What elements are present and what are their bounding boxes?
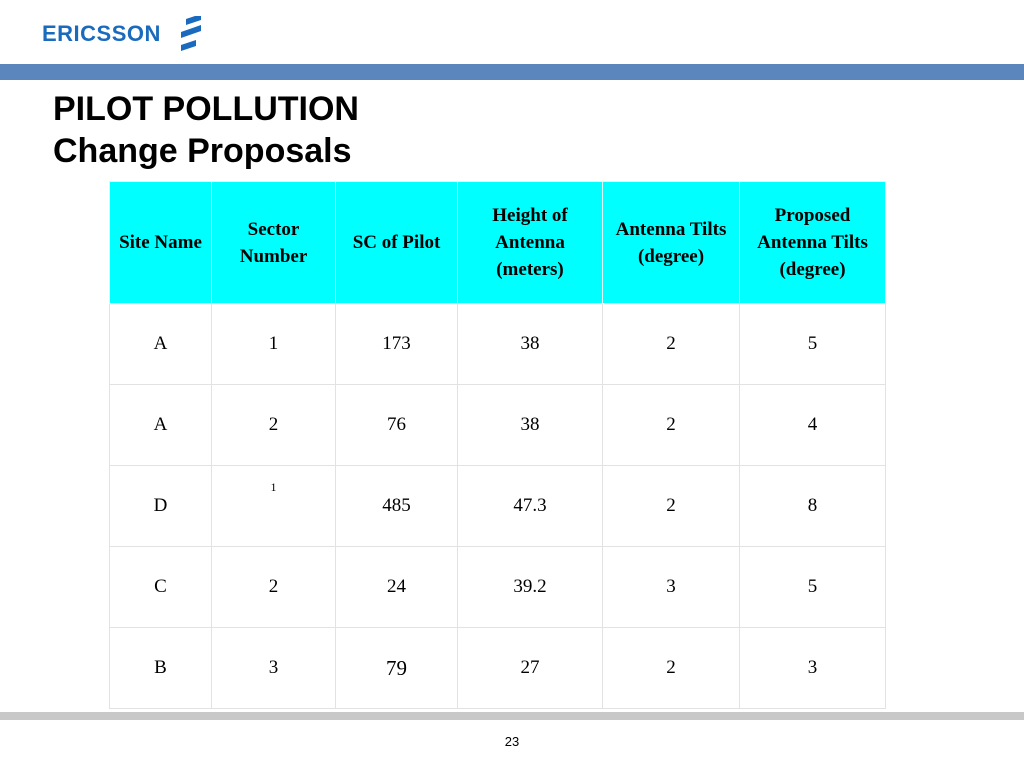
- column-header-sector-number: Sector Number: [212, 182, 336, 304]
- cell-proposed-tilt: 4: [740, 385, 886, 466]
- cell-sector-number: [212, 466, 336, 547]
- cell-antenna-height: 38: [458, 385, 603, 466]
- cell-sector-number-value: 1: [270, 480, 277, 494]
- logo-text: ERICSSON: [42, 21, 161, 46]
- cell-sc-of-pilot: 173: [336, 304, 458, 385]
- cell-proposed-tilt: 3: [740, 628, 886, 709]
- cell-site-name: C: [110, 547, 212, 628]
- cell-antenna-tilt: 2: [603, 628, 740, 709]
- column-header-sc-of-pilot: SC of Pilot: [336, 182, 458, 304]
- cell-antenna-tilt: 2: [603, 466, 740, 547]
- cell-sector-number: 2: [212, 547, 336, 628]
- column-header-antenna-tilts: Antenna Tilts (degree): [603, 182, 740, 304]
- ericsson-logo: [42, 14, 205, 54]
- table-row: [110, 628, 886, 709]
- cell-sc-of-pilot: 24: [336, 547, 458, 628]
- cell-site-name: B: [110, 628, 212, 709]
- footer-bar: [0, 712, 1024, 720]
- cell-sector-number: 3: [212, 628, 336, 709]
- cell-sc-of-pilot: 76: [336, 385, 458, 466]
- header-bar: [0, 64, 1024, 80]
- cell-antenna-height: 39.2: [458, 547, 603, 628]
- cell-antenna-tilt: 3: [603, 547, 740, 628]
- cell-antenna-height: 27: [458, 628, 603, 709]
- cell-site-name: D: [110, 466, 212, 547]
- cell-site-name: A: [110, 385, 212, 466]
- cell-sc-of-pilot: 485: [336, 466, 458, 547]
- cell-proposed-tilt: 8: [740, 466, 886, 547]
- column-header-proposed-tilts: Proposed Antenna Tilts (degree): [740, 182, 886, 304]
- title-line-2: Change Proposals: [53, 132, 352, 170]
- table-row: [110, 466, 886, 547]
- title-line-1: PILOT POLLUTION: [53, 90, 359, 128]
- table-row: [110, 547, 886, 628]
- cell-antenna-height: 38: [458, 304, 603, 385]
- cell-proposed-tilt: 5: [740, 547, 886, 628]
- column-header-antenna-height: Height of Antenna (meters): [458, 182, 603, 304]
- slide-title: [53, 88, 359, 172]
- change-proposals-table: [109, 181, 886, 709]
- table-row: [110, 385, 886, 466]
- cell-proposed-tilt: 5: [740, 304, 886, 385]
- change-proposals-table-container: [109, 181, 885, 704]
- cell-site-name: A: [110, 304, 212, 385]
- cell-sector-number: 1: [212, 304, 336, 385]
- table-row: [110, 304, 886, 385]
- cell-antenna-tilt: 2: [603, 304, 740, 385]
- cell-sc-of-pilot: 79: [336, 628, 458, 709]
- table-header-row: [110, 182, 886, 304]
- column-header-site-name: Site Name: [110, 182, 212, 304]
- ericsson-mark-icon: [177, 16, 205, 52]
- cell-antenna-height: 47.3: [458, 466, 603, 547]
- page-number: 23: [504, 734, 520, 749]
- cell-sector-number: 2: [212, 385, 336, 466]
- cell-antenna-tilt: 2: [603, 385, 740, 466]
